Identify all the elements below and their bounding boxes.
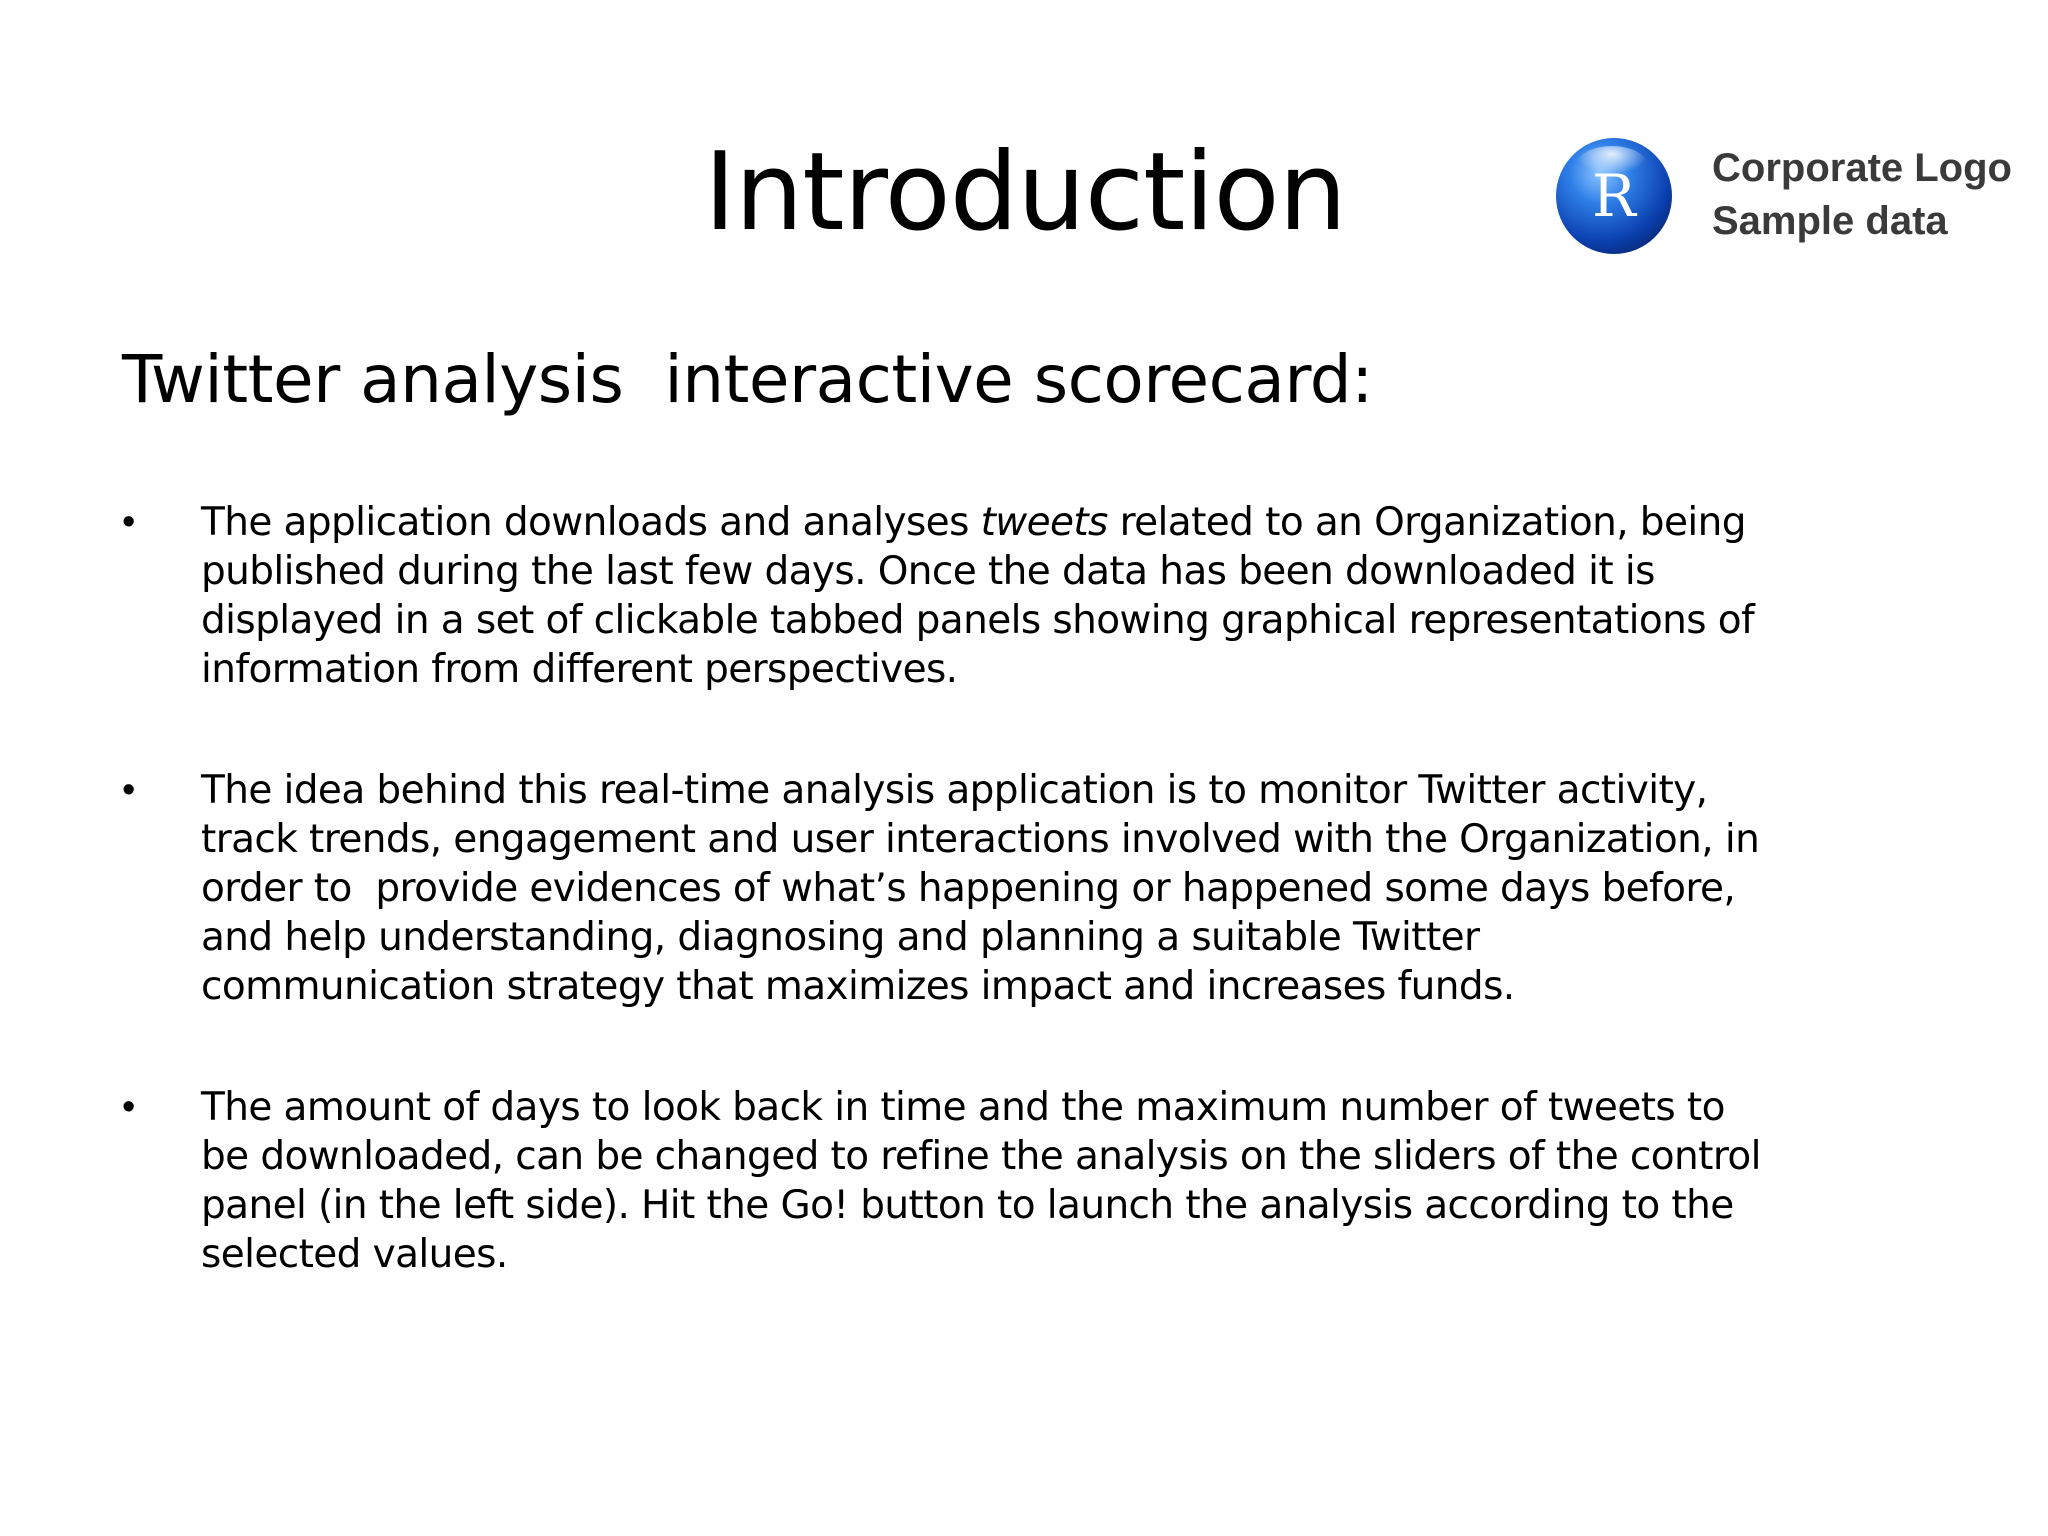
- italic-term: tweets: [980, 500, 1108, 545]
- bullet-line: displayed in a set of clickable tabbed panels showing graphical representations of: [201, 598, 1755, 643]
- bullet-marker: •: [122, 1086, 136, 1128]
- bullet-line: and help understanding, diagnosing and planning a suitable Twitter: [201, 915, 1480, 960]
- bullet-line: The idea behind this real-time analysis application is to monitor Twitter activity,: [201, 768, 1708, 813]
- corporate-logo: [1550, 132, 2030, 262]
- bullet-line: track trends, engagement and user interactions involved with the Organization, in: [201, 817, 1760, 862]
- bullet-item: [122, 498, 1922, 694]
- bullet-list: [122, 498, 1922, 1351]
- bullet-line: communication strategy that maximizes impact and increases funds.: [201, 964, 1515, 1009]
- bullet-line: be downloaded, can be changed to refine the analysis on the sliders of the control: [201, 1134, 1761, 1179]
- bullet-line: published during the last few days. Once the data has been downloaded it is: [201, 549, 1655, 594]
- logo-line-1: Corporate Logo: [1712, 146, 2012, 190]
- bullet-item: [122, 766, 1922, 1011]
- logo-line-2: Sample data: [1712, 199, 1948, 243]
- bullet-line: selected values.: [201, 1232, 508, 1277]
- r-logo-icon: [1554, 136, 1674, 256]
- bullet-line: The application downloads and analyses tweets related to an Organization, being: [201, 500, 1746, 545]
- bullet-marker: •: [122, 501, 136, 543]
- bullet-line: order to provide evidences of what’s happening or happened some days before,: [201, 866, 1736, 911]
- bullet-marker: •: [122, 769, 136, 811]
- bullet-line: information from different perspectives.: [201, 647, 958, 692]
- bullet-line: panel (in the left side). Hit the Go! button to launch the analysis according to the: [201, 1183, 1734, 1228]
- bullet-item: [122, 1083, 1922, 1279]
- bullet-line: The amount of days to look back in time and the maximum number of tweets to: [201, 1085, 1725, 1130]
- logo-letter: R: [1592, 162, 1636, 230]
- slide-subtitle: Twitter analysis interactive scorecard:: [122, 341, 1373, 418]
- logo-text: [1712, 142, 2012, 248]
- slide-title: Introduction: [703, 130, 1346, 255]
